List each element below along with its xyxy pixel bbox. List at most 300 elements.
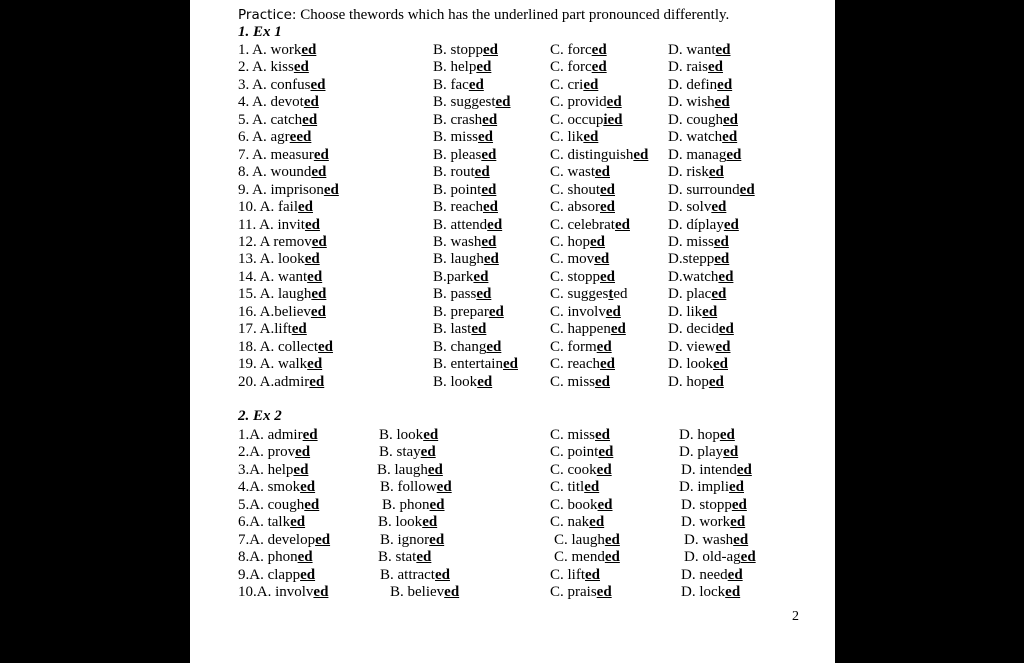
underlined-ending: ed <box>311 164 327 181</box>
option-a <box>238 59 309 77</box>
question-row <box>190 532 835 550</box>
option-suffix: ed <box>613 286 628 303</box>
question-row <box>190 479 835 497</box>
option-stem: B. look <box>379 427 424 443</box>
underlined-ending: ed <box>633 146 649 163</box>
option-stem: C. form <box>550 338 597 355</box>
option-a <box>238 164 326 182</box>
underlined-ending: ed <box>722 129 738 146</box>
option-stem: D. look <box>668 356 713 373</box>
option-d <box>668 129 737 147</box>
underlined-ending: ed <box>604 531 620 548</box>
option-stem: B. wash <box>433 233 482 250</box>
underlined-ending: ed <box>304 496 320 513</box>
option-b <box>433 286 491 304</box>
option-b <box>379 444 436 462</box>
question-row <box>190 164 835 182</box>
option-b <box>377 462 443 480</box>
underlined-ending: ed <box>597 496 613 513</box>
option-stem: D. hop <box>679 427 720 443</box>
option-d <box>668 94 730 112</box>
underlined-ending: ed <box>473 268 489 285</box>
question-row <box>190 42 835 60</box>
underlined-ending: ed <box>302 427 318 443</box>
option-c <box>550 147 648 165</box>
underlined-ending: ed <box>482 199 498 216</box>
underlined-ending: ed <box>718 321 734 338</box>
option-a <box>238 217 320 235</box>
option-stem: B. entertain <box>433 356 503 373</box>
option-d <box>668 147 741 165</box>
underlined-ending: ed <box>474 164 490 181</box>
option-d <box>668 321 734 339</box>
underlined-ending: ed <box>313 146 329 163</box>
option-a <box>238 514 305 532</box>
underlined-ending: ed <box>711 286 727 303</box>
option-a <box>238 182 339 200</box>
option-stem: B. fac <box>433 76 469 93</box>
option-stem: B. attract <box>380 566 435 583</box>
underlined-ending: ed <box>487 216 503 233</box>
option-d <box>668 42 731 60</box>
option-stem: D. díplay <box>668 216 724 233</box>
option-stem: D. risk <box>668 164 709 181</box>
underlined-ending: ed <box>310 303 326 320</box>
option-d <box>681 497 747 515</box>
option-c <box>550 269 615 287</box>
option-stem: D. defin <box>668 76 718 93</box>
underlined-ending: ed <box>476 59 492 76</box>
underlined-ending: ed <box>317 338 333 355</box>
underlined-ending: ed <box>416 549 432 566</box>
option-stem: D. solv <box>668 199 712 216</box>
option-b <box>378 549 431 567</box>
option-stem: 16. A.believ <box>238 303 311 320</box>
option-stem: B. rout <box>433 164 475 181</box>
question-row <box>190 286 835 304</box>
option-b <box>382 497 445 515</box>
underlined-ending: ed <box>731 496 747 513</box>
option-stem: 4.A. smok <box>238 479 301 496</box>
option-stem: B. attend <box>433 216 488 233</box>
option-d <box>668 112 738 130</box>
option-d <box>679 427 735 445</box>
underlined-ending: ed <box>295 444 311 461</box>
option-a <box>238 251 320 269</box>
option-d <box>681 567 743 585</box>
question-row <box>190 321 835 339</box>
option-stem: 9.A. clapp <box>238 566 301 583</box>
ex1-heading: 1. Ex 1 <box>238 24 282 40</box>
option-d <box>668 286 726 304</box>
underlined-ending: ed <box>595 164 610 181</box>
option-b <box>433 59 491 77</box>
option-stem: C. miss <box>550 373 596 390</box>
question-row <box>190 147 835 165</box>
option-stem: B. suggest <box>433 94 496 111</box>
question-row <box>190 59 835 77</box>
option-a <box>238 129 311 147</box>
option-stem: D. rais <box>668 59 708 76</box>
underlined-ending: ed <box>477 373 493 390</box>
option-stem: D. play <box>679 444 724 461</box>
underlined-ending: ed <box>303 94 319 111</box>
option-b <box>433 42 498 60</box>
option-d <box>681 514 745 532</box>
underlined-ending: ed <box>583 129 599 146</box>
question-row <box>190 567 835 585</box>
question-row <box>190 462 835 480</box>
option-stem: 1. A. work <box>238 42 302 58</box>
option-a <box>238 497 319 515</box>
underlined-ending: ed <box>740 549 756 566</box>
option-stem: B. prepar <box>433 303 489 320</box>
option-a <box>238 234 327 252</box>
option-stem: 5. A. catch <box>238 111 303 128</box>
option-a <box>238 339 333 357</box>
underlined-ending: ed <box>702 303 718 320</box>
option-b <box>433 321 486 339</box>
option-stem: B. help <box>433 59 477 76</box>
option-stem: C. hop <box>550 233 591 250</box>
underlined-ending: ed <box>302 111 318 128</box>
option-stem: D. wish <box>668 94 715 111</box>
underlined-ending: ed <box>589 514 605 531</box>
underlined-ending: ed <box>483 42 499 58</box>
option-stem: 10.A. involv <box>238 584 314 601</box>
option-stem: D. stopp <box>681 496 732 513</box>
option-a <box>238 462 308 480</box>
option-stem: 8.A. phon <box>238 549 298 566</box>
question-row <box>190 549 835 567</box>
underlined-ending: ed <box>304 216 320 233</box>
option-stem: D. watch <box>668 129 723 146</box>
option-stem: C. wast <box>550 164 595 181</box>
option-stem: B. look <box>433 373 478 390</box>
question-row <box>190 77 835 95</box>
question-row <box>190 129 835 147</box>
option-stem: D. view <box>668 338 716 355</box>
option-stem: C. forc <box>550 59 592 76</box>
underlined-ending: ed <box>481 181 497 198</box>
underlined-ending: ed <box>708 164 724 181</box>
option-stem: C. involv <box>550 303 606 320</box>
option-stem: 6.A. talk <box>238 514 291 531</box>
underlined-ending: ed <box>307 356 323 373</box>
option-stem: 5.A. cough <box>238 496 305 513</box>
option-d <box>684 532 748 550</box>
option-stem: C. mov <box>550 251 595 268</box>
option-stem: C. shout <box>550 181 601 198</box>
underlined-ending: ed <box>481 146 497 163</box>
option-b <box>433 251 499 269</box>
option-stem: C. book <box>550 496 598 513</box>
underlined-ending: ed <box>583 76 599 93</box>
option-a <box>238 427 318 445</box>
underlined-ending: ed <box>600 268 616 285</box>
underlined-ending: ed <box>297 549 313 566</box>
option-b <box>380 532 444 550</box>
option-stem: D. hop <box>668 373 709 390</box>
option-stem: D.stepp <box>668 251 715 268</box>
question-row <box>190 427 835 445</box>
underlined-ending: ed <box>502 356 518 373</box>
option-c <box>550 251 609 269</box>
option-c <box>550 567 600 585</box>
option-stem: D. decid <box>668 321 719 338</box>
option-stem: B. laugh <box>377 461 428 478</box>
underlined-ending: ied <box>603 111 623 128</box>
document-page <box>190 0 835 663</box>
option-stem: D. want <box>668 42 716 58</box>
option-d <box>679 479 744 497</box>
option-c <box>554 532 620 550</box>
option-stem: 2.A. prov <box>238 444 296 461</box>
option-c <box>550 286 628 304</box>
option-b <box>433 77 484 95</box>
underlined-ending: ed <box>596 338 612 355</box>
option-stem: B. stat <box>378 549 417 566</box>
question-row <box>190 339 835 357</box>
option-c <box>550 77 598 95</box>
option-c <box>550 42 607 60</box>
underlined-ending: ed <box>315 531 331 548</box>
option-stem: D. need <box>681 566 728 583</box>
underlined-ending: ed <box>434 566 450 583</box>
underlined-ending: ed <box>420 444 436 461</box>
option-stem: C. stopp <box>550 268 601 285</box>
option-stem: 6. A. agr <box>238 129 290 146</box>
underlined-ending: ed <box>422 514 438 531</box>
option-stem: C. laugh <box>554 531 605 548</box>
option-c <box>550 112 623 130</box>
option-stem: B. crash <box>433 111 483 128</box>
option-stem: 7. A. measur <box>238 146 314 163</box>
option-stem: 7.A. develop <box>238 531 316 548</box>
option-c <box>550 217 630 235</box>
underlined-ending: ed <box>713 233 729 250</box>
option-b <box>433 94 511 112</box>
underlined-ending: ed <box>298 199 313 216</box>
underlined-ending: ed <box>604 549 620 566</box>
option-stem: D. surround <box>668 181 740 198</box>
option-stem: B. reach <box>433 199 483 216</box>
underlined-ending: ed <box>585 566 601 583</box>
option-c <box>550 164 610 182</box>
option-b <box>378 514 437 532</box>
option-stem: B. ignor <box>380 531 430 548</box>
question-row <box>190 217 835 235</box>
option-d <box>668 234 729 252</box>
option-c <box>550 321 626 339</box>
option-a <box>238 444 310 462</box>
underlined-ending: ed <box>293 59 309 76</box>
option-c <box>550 374 610 392</box>
underlined-ending: ed <box>723 444 739 461</box>
underlined-ending: ed <box>444 584 460 601</box>
option-a <box>238 532 330 550</box>
underlined-ending: ed <box>708 59 723 76</box>
underlined-ending: ed <box>595 427 611 443</box>
option-b <box>390 584 459 602</box>
option-c <box>550 356 615 374</box>
option-a <box>238 94 319 112</box>
option-d <box>668 374 724 392</box>
underlined-ending: ed <box>290 514 306 531</box>
option-b <box>380 479 452 497</box>
question-row <box>190 356 835 374</box>
underlined-ending: ed <box>427 461 443 478</box>
option-b <box>433 269 488 287</box>
underlined-ending: ed <box>590 233 606 250</box>
option-stem: C. nak <box>550 514 590 531</box>
option-d <box>668 164 724 182</box>
underlined-ending: ed <box>596 584 612 601</box>
underlined-ending: ed <box>610 321 626 338</box>
option-c <box>550 427 610 445</box>
underlined-ending: ed <box>293 461 309 478</box>
option-d <box>684 549 756 567</box>
question-row <box>190 497 835 515</box>
option-stem: C. distinguish <box>550 146 634 163</box>
option-d <box>668 199 726 217</box>
option-b <box>433 374 492 392</box>
underlined-ending: ed <box>715 42 731 58</box>
ex2-heading: 2. Ex 2 <box>238 408 282 424</box>
option-b <box>433 217 502 235</box>
underlined-ending: ed <box>304 251 320 268</box>
option-stem: C. absor <box>550 199 600 216</box>
option-stem: C. sugges <box>550 286 609 303</box>
option-c <box>550 444 613 462</box>
option-stem: C. cri <box>550 76 584 93</box>
option-a <box>238 112 317 130</box>
underlined-ending: ed <box>715 338 731 355</box>
underlined-ending: ed <box>598 444 614 461</box>
option-stem: C. miss <box>550 427 596 443</box>
option-d <box>668 251 729 269</box>
option-a <box>238 374 324 392</box>
option-stem: B. chang <box>433 338 487 355</box>
option-d <box>668 356 728 374</box>
option-b <box>433 112 497 130</box>
underlined-ending: ed <box>714 94 730 111</box>
underlined-ending: ed <box>719 427 735 443</box>
option-stem: C. lik <box>550 129 584 146</box>
option-stem: B. follow <box>380 479 437 496</box>
underlined-ending: ed <box>591 59 607 76</box>
question-row <box>190 269 835 287</box>
option-stem: 13. A. look <box>238 251 305 268</box>
underlined-ending: ed <box>309 373 325 390</box>
option-d <box>668 182 755 200</box>
underlined-ending: ed <box>594 251 610 268</box>
option-c <box>550 497 613 515</box>
option-c <box>550 584 612 602</box>
underlined-ending: ed <box>429 496 445 513</box>
option-c <box>550 339 612 357</box>
underlined-ending: ed <box>614 216 630 233</box>
option-stem: D. miss <box>668 233 714 250</box>
option-stem: 18. A. collect <box>238 338 318 355</box>
option-stem: B. phon <box>382 496 430 513</box>
instruction <box>238 7 729 24</box>
underlined-ending: ed <box>708 373 724 390</box>
underlined-ending: ed <box>729 479 745 496</box>
option-stem: D. work <box>681 514 731 531</box>
option-c <box>550 94 622 112</box>
option-stem: D. lock <box>681 584 726 601</box>
underlined-ending: ed <box>727 566 743 583</box>
underlined-ending: ed <box>476 286 492 303</box>
underlined-ending: ed <box>584 479 600 496</box>
option-stem: D. manag <box>668 146 727 163</box>
option-a <box>238 549 313 567</box>
question-row <box>190 444 835 462</box>
underlined-ending: ed <box>423 427 439 443</box>
question-row <box>190 112 835 130</box>
option-stem: C. titl <box>550 479 585 496</box>
option-stem: 14. A. want <box>238 268 308 285</box>
option-stem: D. intend <box>681 461 737 478</box>
underlined-ending: ed <box>733 531 749 548</box>
underlined-ending: ed <box>291 321 307 338</box>
underlined-ending: ed <box>595 373 611 390</box>
option-stem: C. happen <box>550 321 611 338</box>
option-stem: C. occup <box>550 111 604 128</box>
underlined-ending: t <box>608 286 614 303</box>
option-stem: 3. A. confus <box>238 76 311 93</box>
underlined-ending: ed <box>300 479 316 496</box>
page-number: 2 <box>792 609 799 624</box>
underlined-ending: ed <box>726 146 742 163</box>
option-stem: C. reach <box>550 356 600 373</box>
option-stem: 10. A. fail <box>238 199 298 216</box>
option-a <box>238 199 313 217</box>
option-c <box>550 129 598 147</box>
option-stem: B. laugh <box>433 251 484 268</box>
underlined-ending: ed <box>481 233 497 250</box>
option-stem: 2. A. kiss <box>238 59 294 76</box>
option-stem: D. plac <box>668 286 712 303</box>
option-stem: D.watch <box>668 268 719 285</box>
option-stem: 4. A. devot <box>238 94 304 111</box>
option-c <box>554 549 620 567</box>
underlined-ending: ed <box>311 233 327 250</box>
option-b <box>433 356 518 374</box>
option-stem: D. impli <box>679 479 730 496</box>
option-c <box>550 479 599 497</box>
underlined-ending: ed <box>429 531 445 548</box>
option-stem: B. believ <box>390 584 445 601</box>
option-stem: B. last <box>433 321 472 338</box>
option-stem: 8. A. wound <box>238 164 312 181</box>
underlined-ending: ed <box>596 461 612 478</box>
option-stem: 19. A. walk <box>238 356 308 373</box>
option-stem: B. stay <box>379 444 421 461</box>
option-stem: B. pleas <box>433 146 482 163</box>
option-stem: B. miss <box>433 129 479 146</box>
option-stem: B. point <box>433 181 482 198</box>
underlined-ending: ed <box>600 199 615 216</box>
underlined-ending: ed <box>605 303 621 320</box>
option-b <box>433 199 498 217</box>
underlined-ending: ed <box>482 111 498 128</box>
option-a <box>238 42 316 60</box>
option-b <box>433 164 490 182</box>
question-row <box>190 374 835 392</box>
underlined-ending: ed <box>478 129 494 146</box>
